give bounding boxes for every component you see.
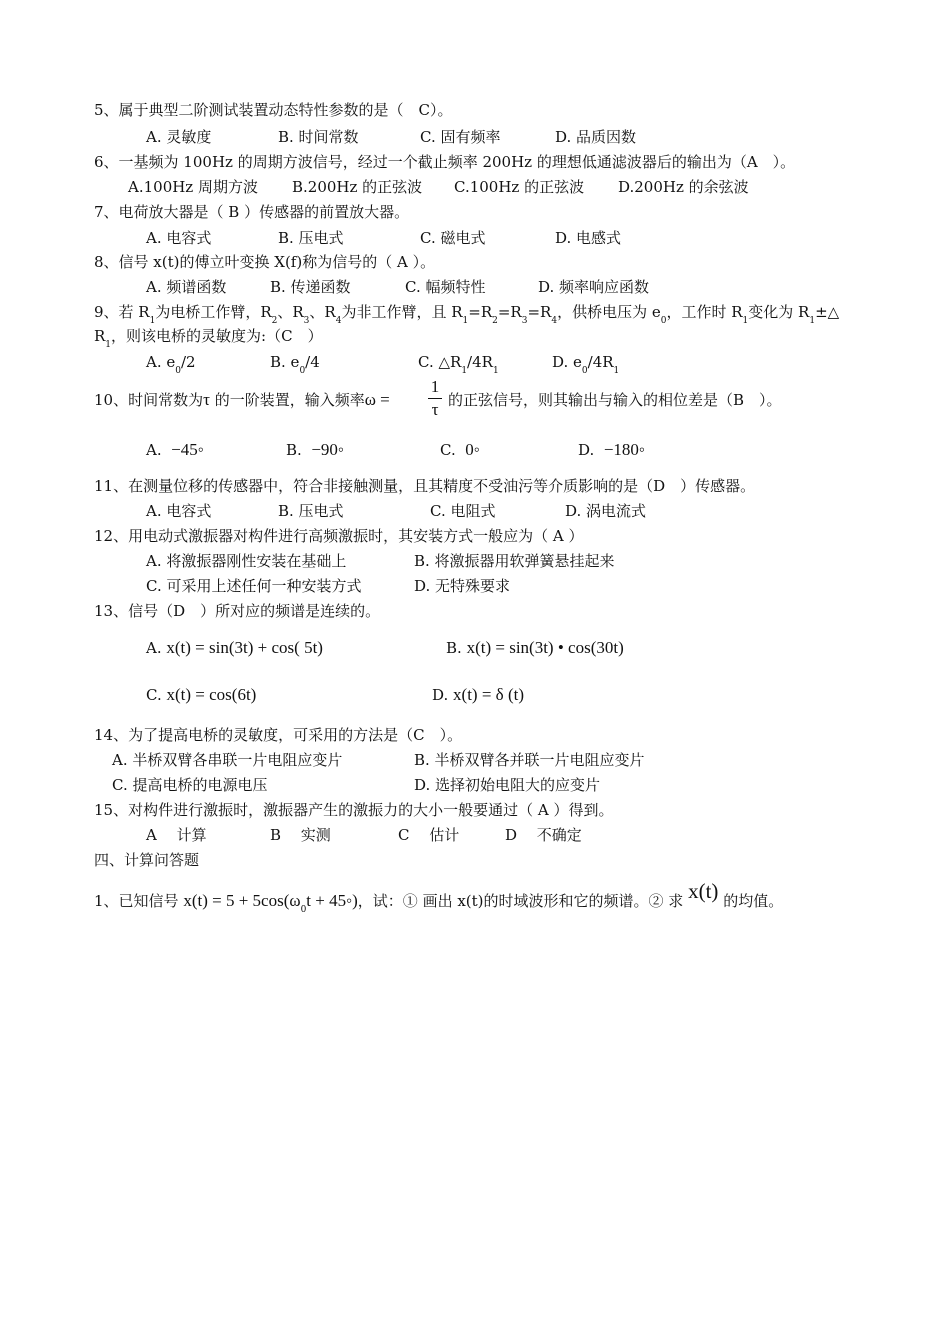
q9-stem-line2: $R_1$，则该电桥的灵敏度为:（C ）: [94, 327, 323, 350]
q9-stem: 9、若 $R_1$为电桥工作臂，$R_2$、$R_3$、$R_4$为非工作臂，且 $R_1=R_2=R_3=R_4$，供桥电压为 $e_0$，工作时 $R_1$变化为 $R_1\pm\triangle$: [94, 303, 840, 326]
q13-option-d: D. x(t) = δ (t): [432, 685, 524, 704]
q10-stem-part1: 10、时间常数为τ 的一阶装置，输入频率ω =: [94, 390, 390, 409]
q11-option-a: A. 电容式: [146, 502, 212, 520]
section-heading: 四、计算问答题: [94, 851, 200, 869]
q11-stem: 11、在测量位移的传感器中，符合非接触测量，且其精度不受油污等介质影响的是（D ）传感器。: [94, 477, 756, 495]
q10-option-b: B. −90◦: [286, 440, 344, 459]
calc-question-1: 1、已知信号 $x(t) = 5 + 5\cos(\omega_0t$ + 45◦)，试：① 画出 x(t)的时域波形和它的频谱。② 求 x(t) 的均值。: [94, 879, 784, 915]
q5-option-c: C. 固有频率: [420, 128, 501, 146]
q9-option-a: A. $e_0/2$: [146, 353, 196, 376]
q14-option-b: B. 半桥双臂各并联一片电阻应变片: [414, 751, 645, 769]
q14-stem: 14、为了提高电桥的灵敏度，可采用的方法是（C ）。: [94, 726, 463, 744]
q15-option-a: A 计算: [146, 826, 207, 844]
q5-option-b: B. 时间常数: [278, 128, 359, 146]
q8-stem: 8、信号 x(t)的傅立叶变换 X(f)称为信号的（ A ）。: [94, 253, 436, 271]
q5-stem: 5、属于典型二阶测试装置动态特性参数的是（ C）。: [94, 101, 453, 119]
q14-option-a: A. 半桥双臂各串联一片电阻应变片: [112, 751, 343, 769]
q9-option-b: B. $e_0/4$: [270, 353, 320, 376]
q10-option-a: A. −45◦: [146, 440, 204, 459]
q11-option-d: D. 涡电流式: [565, 502, 647, 520]
q15-option-c: C 估计: [398, 826, 460, 844]
q6-option-c: C.100Hz 的正弦波: [454, 178, 585, 196]
q11-option-b: B. 压电式: [278, 502, 344, 520]
q10-fraction-denominator: τ: [431, 400, 439, 419]
q14-option-c: C. 提高电桥的电源电压: [112, 776, 268, 794]
q10-stem-part2: 的正弦信号，则其输出与输入的相位差是（B ）。: [448, 391, 782, 409]
q10-fraction: [428, 377, 442, 420]
q7-option-b: B. 压电式: [278, 229, 344, 247]
q13-option-b: B. x(t) = sin(3t) • cos(30t): [446, 638, 624, 657]
q8-option-a: A. 频谱函数: [146, 278, 227, 296]
q7-option-c: C. 磁电式: [420, 229, 486, 247]
q7-option-a: A. 电容式: [146, 229, 212, 247]
q5-option-a: A. 灵敏度: [146, 128, 212, 146]
q6-option-a: A.100Hz 周期方波: [128, 178, 258, 196]
q9-option-c: C. $\triangle R_1/4R_1$: [418, 353, 499, 376]
q15-option-b: B 实测: [270, 826, 331, 844]
q8-option-c: C. 幅频特性: [405, 278, 486, 296]
q7-option-d: D. 电感式: [555, 229, 622, 247]
q6-option-b: B.200Hz 的正弦波: [292, 178, 423, 196]
q8-option-d: D. 频率响应函数: [538, 278, 650, 296]
q6-stem: 6、一基频为 100Hz 的周期方波信号，经过一个截止频率 200Hz 的理想低通滤波器后的输出为（A ）。: [94, 153, 796, 171]
q12-option-b: B. 将激振器用软弹簧悬挂起来: [414, 552, 615, 570]
q5-option-d: D. 品质因数: [555, 128, 637, 146]
q7-stem: 7、电荷放大器是（ B ）传感器的前置放大器。: [94, 203, 410, 221]
q13-option-a: A. x(t) = sin(3t) + cos( 5t): [146, 638, 323, 657]
q6-option-d: D.200Hz 的余弦波: [618, 178, 749, 196]
q10-option-d: D. −180◦: [578, 440, 645, 459]
q10-option-c: C. 0◦: [440, 440, 480, 459]
q15-option-d: D 不确定: [505, 826, 582, 844]
q12-option-c: C. 可采用上述任何一种安装方式: [146, 577, 362, 595]
q13-stem: 13、信号（D ）所对应的频谱是连续的。: [94, 602, 381, 620]
q12-option-d: D. 无特殊要求: [414, 577, 511, 595]
q9-option-d: D. $e_0/4R_1$: [552, 353, 620, 376]
q12-option-a: A. 将激振器刚性安装在基础上: [146, 552, 347, 570]
q13-option-c: C. x(t) = cos(6t): [146, 685, 257, 704]
q11-option-c: C. 电阻式: [430, 502, 496, 520]
q14-option-d: D. 选择初始电阻大的应变片: [414, 776, 601, 794]
q12-stem: 12、用电动式激振器对构件进行高频激振时，其安装方式一般应为（ A ）: [94, 527, 584, 545]
q10-fraction-numerator: 1: [430, 377, 440, 396]
q8-option-b: B. 传递函数: [270, 278, 351, 296]
q15-stem: 15、对构件进行激振时，激振器产生的激振力的大小一般要通过（ A ）得到。: [94, 801, 614, 819]
